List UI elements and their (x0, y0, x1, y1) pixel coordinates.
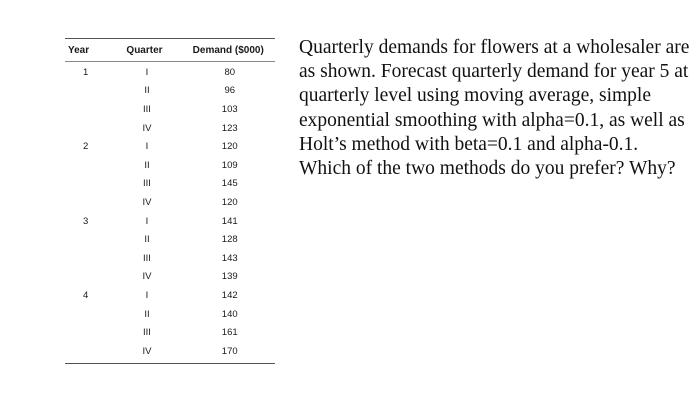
cell-demand: 141 (221, 215, 238, 227)
cell-demand: 145 (221, 178, 238, 190)
cell-demand: 109 (221, 159, 238, 171)
table-row (65, 305, 275, 324)
table-bottom-rule (65, 363, 275, 364)
table-row (65, 212, 275, 231)
cell-demand: 103 (221, 103, 238, 115)
table-row (65, 268, 275, 287)
cell-year (65, 193, 108, 212)
table-row (65, 193, 275, 212)
problem-statement: Quarterly demands for flowers at a wholesaler are as shown. Forecast quarterly demand for year 5 at quarterly level using moving average, simple exponential smoothing with alpha=0.1, as well as Holt’s method with beta=0.1 and alpha-0.1. Which of the two methods do you prefer? Why? (299, 37, 690, 180)
table-row (65, 119, 275, 138)
demand-table (65, 38, 275, 361)
table-header-row (65, 39, 275, 62)
cell-year (65, 175, 108, 194)
cell-year (65, 156, 108, 175)
table-row (65, 175, 275, 194)
cell-year (65, 323, 108, 342)
table-row (65, 323, 275, 342)
cell-year: 2 (83, 141, 89, 153)
cell-year (65, 249, 108, 268)
cell-year (65, 230, 108, 249)
cell-quarter: IV (142, 271, 152, 283)
cell-quarter: I (145, 66, 149, 78)
cell-year (65, 119, 108, 138)
cell-year (65, 100, 108, 119)
cell-demand: 120 (221, 196, 238, 208)
cell-demand: 128 (221, 234, 238, 246)
cell-quarter: IV (142, 196, 152, 208)
cell-quarter: I (145, 289, 149, 301)
header-year: Year (65, 39, 108, 62)
cell-quarter: I (145, 215, 149, 227)
cell-quarter: III (143, 103, 151, 115)
table-row (65, 342, 275, 361)
cell-quarter: II (144, 159, 150, 171)
cell-demand: 80 (224, 66, 236, 78)
cell-quarter: III (143, 178, 151, 190)
header-quarter: Quarter (108, 39, 182, 62)
table-row (65, 156, 275, 175)
cell-quarter: II (144, 85, 150, 97)
table-row (65, 62, 275, 82)
table-row (65, 100, 275, 119)
cell-year (65, 268, 108, 287)
cell-year (65, 305, 108, 324)
cell-quarter: II (144, 234, 150, 246)
table-row (65, 286, 275, 305)
cell-year: 3 (83, 215, 89, 227)
cell-demand: 142 (221, 289, 238, 301)
cell-quarter: I (145, 141, 149, 153)
cell-year (65, 82, 108, 101)
demand-table-container (65, 38, 275, 364)
cell-quarter: IV (142, 345, 152, 357)
cell-quarter: II (144, 308, 150, 320)
cell-quarter: IV (142, 122, 152, 134)
cell-demand: 161 (221, 327, 238, 339)
cell-demand: 140 (221, 308, 238, 320)
table-row (65, 82, 275, 101)
cell-demand: 96 (224, 85, 236, 97)
cell-year: 4 (83, 289, 89, 301)
cell-demand: 139 (221, 271, 238, 283)
table-row (65, 249, 275, 268)
cell-demand: 170 (221, 345, 238, 357)
cell-demand: 123 (221, 122, 238, 134)
cell-year: 1 (83, 66, 89, 78)
table-row (65, 230, 275, 249)
cell-demand: 120 (221, 141, 238, 153)
cell-demand: 143 (221, 252, 238, 264)
table-body (65, 62, 275, 361)
table-row (65, 137, 275, 156)
cell-quarter: III (143, 252, 151, 264)
header-demand: Demand ($000) (181, 39, 275, 62)
cell-year (65, 342, 108, 361)
cell-quarter: III (143, 327, 151, 339)
